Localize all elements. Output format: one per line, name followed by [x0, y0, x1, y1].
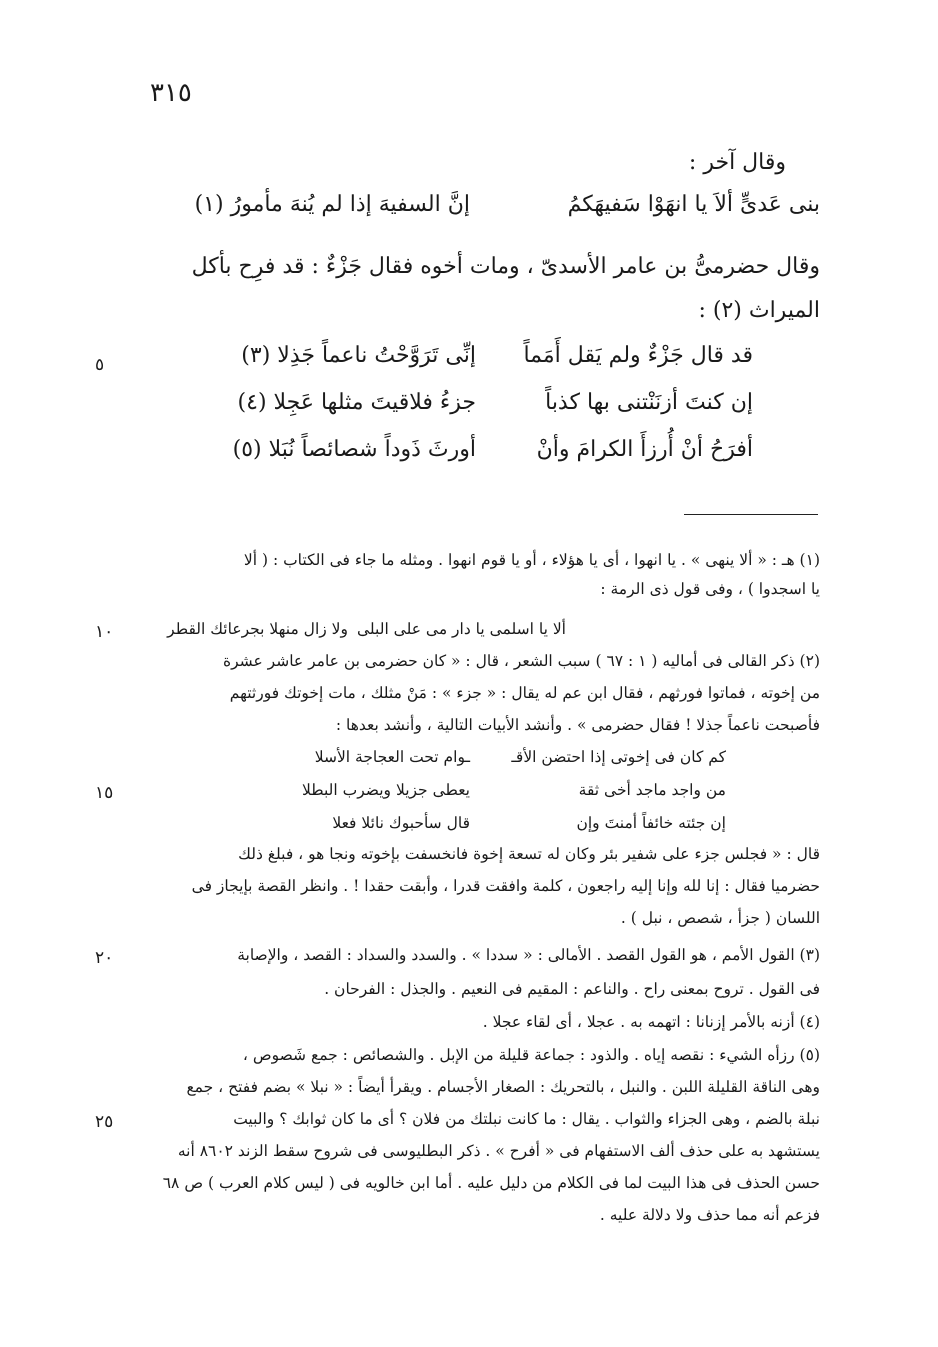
footnote-verse-first-half: ألا يا اسلمى يا دار مى على البلى [357, 620, 566, 638]
footnote-verse-second-half: ـوام تحت العجاجة الأسلا [314, 748, 470, 766]
poem-second-half: إنِّى تَرَوَّحْتُ ناعماً جَذِلا (٣) [241, 343, 476, 368]
line-number: ٢٠ [95, 948, 114, 968]
intro-line: وقال آخر : [688, 150, 786, 175]
footnote-line: يستشهد به على حذف ألف الاستفهام فى « أفرح » . ذكر البطليوسى فى شروح سقط الزند ٨٦٠٢ أنه [177, 1142, 820, 1160]
footnote-line: حضرميا فقال : إنا لله وإنا إليه راجعون ، كلمة وافقت قدرا ، وأبقت حقدا ! . وانظر القصة بإيجاز فى [191, 877, 820, 895]
verse-second-half: إنَّ السفيهَ إذا لم يُنهَ مأمورُ (١) [194, 192, 470, 217]
line-number: ١٠ [95, 622, 114, 642]
footnote-line: من إخوته ، فماتوا فورثهم ، فقال ابن عم له يقال : « جزء » : مَنْ مثلك ، مات إخوتك فورثتهم [229, 684, 820, 702]
poem-second-half: أورثَ ذَوداً شصائصاً نُبَلا (٥) [232, 437, 476, 462]
footnote-line: يا اسجدوا ) ، وفى قول ذى الرمة : [600, 580, 820, 598]
line-number: ٢٥ [95, 1112, 114, 1132]
footnote-line: (٤) أزنه بالأمر إزنانا : اتهمه به . عجلا ، أى لقاء عجلا . [482, 1013, 820, 1031]
footnote-verse-second-half: ولا زال منهلا بجرعائك القطر [167, 620, 348, 638]
poem-first-half: أفرَحُ أنْ أُرزأَ الكرامَ وأنْ [536, 437, 753, 462]
footnote-line: (١) هـ : « ألا ينهى » . يا انهوا ، أى يا هؤلاء ، أو يا قوم انهوا . ومثله ما جاء فى الكتاب : ( ألا [243, 551, 820, 569]
footnote-line: نبلة بالضم ، وهى الجزاء والثواب . يقال : ما كانت نبلتك من فلان ؟ أى ما كان ثوابك ؟ والبيت [233, 1110, 820, 1128]
footnote-line: حسن الحذف فى هذا البيت لما فى الكلام من دليل عليه . أما ابن خالويه فى ( ليس كلام العرب ) ص ٦٨ [162, 1174, 820, 1192]
line-number: ٥ [95, 355, 105, 375]
footnote-line: اللسان ( جزأ ، شصص ، نبل ) . [620, 909, 820, 927]
footnote-verse-second-half: يعطى جزيلا ويضرب البطلا [302, 781, 470, 799]
footnote-separator [684, 514, 818, 515]
footnote-verse-first-half: من واجد ماجد أخى ثقة [578, 781, 726, 799]
poem-second-half: جزءُ فلاقيتَ مثلها عَجِلا (٤) [237, 390, 476, 415]
footnote-line: (٢) ذكر القالى فى أماليه ( ١ : ٦٧ ) سبب الشعر ، قال : « كان حضرمى بن عامر عاشر عشرة [222, 652, 820, 670]
poem-line [0, 390, 938, 424]
footnote-verse-first-half: كم كان فى إخوتى إذا احتضن الأقـ [511, 748, 726, 766]
poem-first-half: قد قال جَزْءٌ ولم يَقل أَمَماً [523, 343, 753, 368]
footnote-line: قال : « فجلس جزء على شفير بئر وكان له تسعة إخوة فانخسفت بإخوته ونجا هو ، فبلغ ذلك [238, 845, 820, 863]
poem-first-half: إن كنتَ أزنَنْتنى بها كذباً [545, 390, 753, 415]
footnote-verse-first-half: إن جئته خائفاً أمنتَ وإن [576, 814, 726, 832]
footnote-line: فزعم أنه مما حذف ولا دلالة عليه . [599, 1206, 820, 1224]
prose-line: الميراث (٢) : [698, 298, 820, 323]
footnote-line: فأصبحت ناعماً جذلا ! فقال حضرمى » . وأنشد الأبيات التالية ، وأنشد بعدها : [335, 716, 820, 734]
poem-line [0, 343, 938, 377]
verse-line [0, 192, 938, 226]
footnote-line: (٥) رزأه الشيء : نقصه إياه . والذود : جماعة قليلة من الإبل . والشصائص : جمع شَصوص ، [242, 1046, 820, 1064]
verse-first-half: بنى عَدىٍّ ألاَ يا انهَوْا سَفيهَكمُ [567, 192, 820, 217]
footnote-verse-second-half: قال سأحبوك نائلا فعلا [332, 814, 470, 832]
prose-line: وقال حضرمىُّ بن عامر الأسدىّ ، ومات أخوه فقال جَزْءٌ : قد فرِح بأكل [191, 254, 820, 279]
footnote-line: فى القول . تروح بمعنى راح . والناعم : المقيم فى النعيم . والجذل : الفرحان . [324, 980, 820, 998]
footnote-line: وهى الناقة القليلة اللبن . والنبل ، بالتحريك : الصغار الأجسام . ويقرأ أيضاً : « نبلا » بضم ففتح ، جمع [186, 1078, 820, 1096]
page-number: ٣١٥ [150, 78, 192, 108]
footnote-line: (٣) القول الأمم ، هو القول القصد . الأمالى : « سددا » . والسدد والسداد : القصد ، والإصابة [237, 946, 820, 964]
poem-line [0, 437, 938, 471]
line-number: ١٥ [95, 783, 114, 803]
